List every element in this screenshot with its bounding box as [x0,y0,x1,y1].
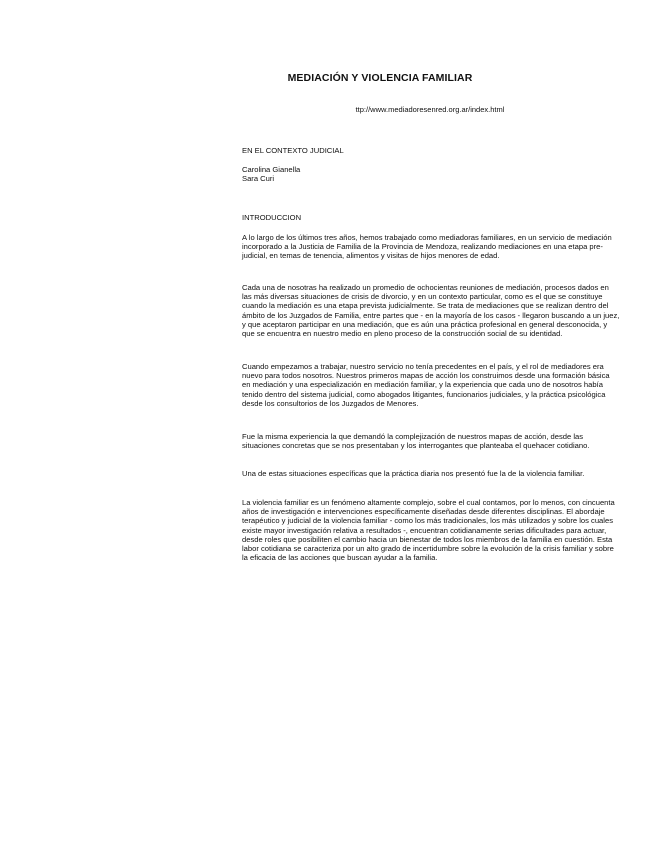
paragraph: Cada una de nosotras ha realizado un promedio de ochocientas reuniones de mediación, procesos dados en las más diversas situaciones de crisis de divorcio, y en un contexto particular, como es el que se constituye cuando la mediación es una etapa prevista judicialmente. Se trata de mediaciones que se realizan dentro del ámbito de los Juzgados de Familia, entre partes que - en la mayoría de los casos - llegaron buscando a un juez, y que aceptaron participar en una mediación, que es aún una práctica profesional en general desconocida, y que se encuentra en nuestro medio en pleno proceso de la construcción social de su identidad. [242,283,620,339]
author-list [242,165,620,183]
paragraph: Fue la misma experiencia la que demandó la complejización de nuestros mapas de acción, desde las situaciones concretas que se nos presentaban y los interrogantes que planteaba el quehacer cotidiano. [242,432,590,451]
paragraph: La violencia familiar es un fenómeno altamente complejo, sobre el cual contamos, por lo menos, con cincuenta años de investigación e intervenciones específicamente diseñadas desde diferentes disciplinas. El abordaje terapéutico y judicial de la violencia familiar - como los más tradicionales, los más utilizados y sobre los cuales existe mayor investigación relativa a resultados -, encuentran cotidianamente serias dificultades para actuar, desde roles que posibiliten el cambio hacia un bienestar de todos los miembros de la familia en cuestión. Esta labor cotidiana se caracteriza por un alto grado de incertidumbre sobre la evolución de la crisis familiar y sobre la eficacia de las acciones que buscan ayudar a la familia. [242,498,615,563]
paragraph: Una de estas situaciones específicas que la práctica diaria nos presentó fue la de la violencia familiar. [242,469,585,478]
author-name: Carolina Gianella [242,165,301,174]
paragraph: A lo largo de los últimos tres años, hemos trabajado como mediadoras familiares, en un servicio de mediación incorporado a la Justicia de Familia de la Provincia de Mendoza, realizando mediaciones en una etapa pre-judicial, en temas de tenencia, alimentos y visitas de hijos menores de edad. [242,233,612,261]
section-heading: INTRODUCCION [242,213,302,222]
author-name: Sara Curi [242,174,275,184]
source-url: ttp://www.mediadoresenred.org.ar/index.html [355,105,505,114]
document-title: MEDIACIÓN Y VIOLENCIA FAMILIAR [287,72,473,84]
paragraph: Cuando empezamos a trabajar, nuestro servicio no tenía precedentes en el país, y el rol de mediadores era nuevo para todos nosotros. Nuestros primeros mapas de acción los construimos desde una formación básica en mediación y una especialización en mediación familiar, y la experiencia que cada uno de nosotros había tenido dentro del sistema judicial, como abogados litigantes, funcionarios judiciales, y la práctica psicológica desde los consultorios de los Juzgados de Menores. [242,362,610,408]
context-heading: EN EL CONTEXTO JUDICIAL [242,146,344,155]
